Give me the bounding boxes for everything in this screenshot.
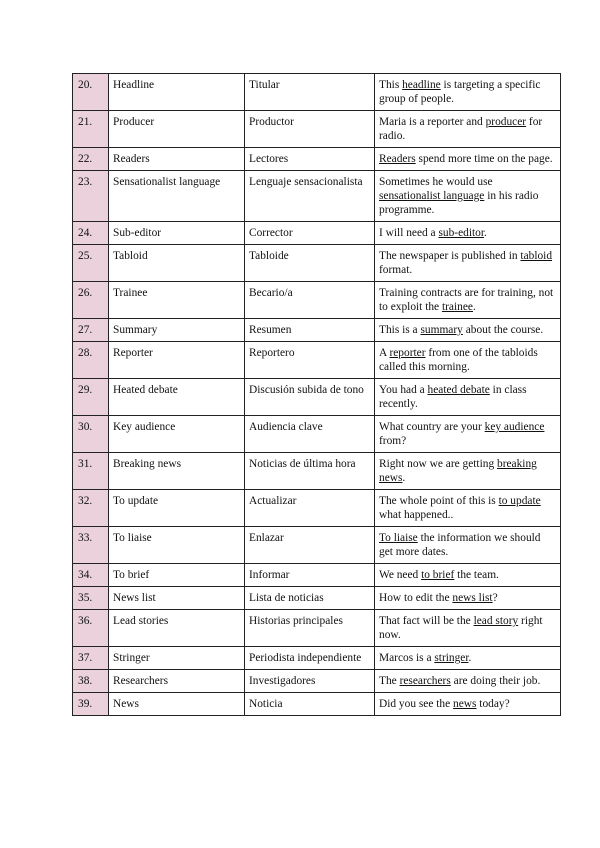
spanish-term: Becario/a	[245, 282, 375, 319]
english-term: Sub-editor	[109, 222, 245, 245]
row-number: 30.	[73, 416, 109, 453]
example-sentence	[375, 319, 561, 342]
row-number: 36.	[73, 610, 109, 647]
row-number: 25.	[73, 245, 109, 282]
table-row	[73, 647, 561, 670]
table-row	[73, 74, 561, 111]
table-row	[73, 453, 561, 490]
highlighted-term: producer	[485, 116, 527, 128]
row-number: 37.	[73, 647, 109, 670]
example-text: about the course.	[462, 324, 544, 336]
example-text: is targeting a specific group of people.	[379, 79, 541, 105]
table-row	[73, 379, 561, 416]
example-text: .	[472, 301, 476, 313]
english-term: To liaise	[109, 527, 245, 564]
example-text: Maria is a reporter and	[379, 116, 486, 128]
spanish-term: Corrector	[245, 222, 375, 245]
table-row	[73, 282, 561, 319]
example-text: The whole point of this is	[379, 495, 499, 507]
table-row	[73, 111, 561, 148]
highlighted-term: key audience	[484, 421, 545, 433]
highlighted-term: news	[453, 698, 477, 710]
example-text: spend more time on the page.	[415, 153, 553, 165]
spanish-term: Lenguaje sensacionalista	[245, 171, 375, 222]
english-term: Reporter	[109, 342, 245, 379]
highlighted-term: tabloid	[520, 250, 553, 262]
table-row	[73, 148, 561, 171]
example-text: How to edit the	[379, 592, 453, 604]
row-number: 31.	[73, 453, 109, 490]
english-term: Headline	[109, 74, 245, 111]
example-text: This is a	[379, 324, 421, 336]
row-number: 33.	[73, 527, 109, 564]
example-sentence	[375, 587, 561, 610]
example-text: are doing their job.	[450, 675, 541, 687]
example-text: What country are your	[379, 421, 485, 433]
table-row	[73, 670, 561, 693]
english-term: Producer	[109, 111, 245, 148]
spanish-term: Discusión subida de tono	[245, 379, 375, 416]
row-number: 32.	[73, 490, 109, 527]
example-sentence	[375, 527, 561, 564]
highlighted-term: heated debate	[427, 384, 490, 396]
highlighted-term: lead story	[473, 615, 519, 627]
example-sentence	[375, 379, 561, 416]
english-term: Tabloid	[109, 245, 245, 282]
example-text: That fact will be the	[379, 615, 474, 627]
spanish-term: Enlazar	[245, 527, 375, 564]
row-number: 27.	[73, 319, 109, 342]
example-text: Did you see the	[379, 698, 454, 710]
english-term: Sensationalist language	[109, 171, 245, 222]
english-term: Heated debate	[109, 379, 245, 416]
example-text: format.	[379, 264, 413, 276]
english-term: Key audience	[109, 416, 245, 453]
table-row	[73, 610, 561, 647]
spanish-term: Investigadores	[245, 670, 375, 693]
highlighted-term: breaking news	[379, 458, 537, 484]
example-sentence	[375, 670, 561, 693]
table-row	[73, 245, 561, 282]
example-sentence	[375, 148, 561, 171]
row-number: 28.	[73, 342, 109, 379]
example-text: in his radio programme.	[379, 190, 539, 216]
table-row	[73, 587, 561, 610]
highlighted-term: to brief	[421, 569, 455, 581]
highlighted-term: trainee	[441, 301, 473, 313]
example-sentence	[375, 610, 561, 647]
example-text: in class recently.	[379, 384, 527, 410]
row-number: 21.	[73, 111, 109, 148]
example-sentence	[375, 490, 561, 527]
highlighted-term: Readers	[379, 153, 416, 165]
table-row	[73, 490, 561, 527]
highlighted-term: sensationalist language	[379, 190, 485, 202]
spanish-term: Periodista independiente	[245, 647, 375, 670]
example-sentence	[375, 245, 561, 282]
spanish-term: Lectores	[245, 148, 375, 171]
highlighted-term: researchers	[399, 675, 451, 687]
highlighted-term: summary	[420, 324, 463, 336]
example-text: for radio.	[379, 116, 543, 142]
english-term: To brief	[109, 564, 245, 587]
table-row	[73, 222, 561, 245]
example-text: Right now we are getting	[379, 458, 497, 470]
highlighted-term: sub-editor	[438, 227, 485, 239]
table-row	[73, 564, 561, 587]
example-text: Sometimes he would use	[379, 176, 493, 188]
example-sentence	[375, 647, 561, 670]
example-sentence	[375, 282, 561, 319]
example-text: The	[379, 675, 400, 687]
table-row	[73, 693, 561, 716]
row-number: 39.	[73, 693, 109, 716]
example-text: You had a	[379, 384, 428, 396]
example-text: .	[484, 227, 487, 239]
table-row	[73, 416, 561, 453]
english-term: Breaking news	[109, 453, 245, 490]
row-number: 34.	[73, 564, 109, 587]
english-term: Trainee	[109, 282, 245, 319]
example-text: from one of the tabloids called this morning.	[379, 347, 538, 373]
example-text: Training contracts are for training, not to exploit the	[379, 287, 554, 313]
row-number: 38.	[73, 670, 109, 693]
table-row	[73, 342, 561, 379]
example-text: The newspaper is published in	[379, 250, 521, 262]
spanish-term: Titular	[245, 74, 375, 111]
english-term: News list	[109, 587, 245, 610]
example-sentence	[375, 416, 561, 453]
example-text: I will need a	[379, 227, 439, 239]
spanish-term: Noticia	[245, 693, 375, 716]
spanish-term: Historias principales	[245, 610, 375, 647]
row-number: 35.	[73, 587, 109, 610]
example-text: .	[468, 652, 472, 664]
spanish-term: Tabloide	[245, 245, 375, 282]
example-sentence	[375, 74, 561, 111]
spanish-term: Actualizar	[245, 490, 375, 527]
spanish-term: Informar	[245, 564, 375, 587]
example-text: ?	[492, 592, 498, 604]
example-text: from?	[379, 435, 407, 447]
english-term: Summary	[109, 319, 245, 342]
example-sentence	[375, 564, 561, 587]
example-sentence	[375, 111, 561, 148]
english-term: Readers	[109, 148, 245, 171]
example-text: .	[402, 472, 406, 484]
table-row	[73, 319, 561, 342]
spanish-term: Noticias de última hora	[245, 453, 375, 490]
example-text: the information we should get more dates.	[379, 532, 541, 558]
table-row	[73, 171, 561, 222]
spanish-term: Productor	[245, 111, 375, 148]
example-text: what happened..	[379, 509, 454, 521]
example-text: today?	[476, 698, 510, 710]
row-number: 22.	[73, 148, 109, 171]
spanish-term: Reportero	[245, 342, 375, 379]
highlighted-term: news list	[452, 592, 493, 604]
english-term: Researchers	[109, 670, 245, 693]
vocabulary-table-body	[73, 74, 561, 716]
english-term: Stringer	[109, 647, 245, 670]
english-term: News	[109, 693, 245, 716]
highlighted-term: To liaise	[379, 532, 418, 544]
example-text: We need	[379, 569, 422, 581]
row-number: 29.	[73, 379, 109, 416]
english-term: Lead stories	[109, 610, 245, 647]
example-sentence	[375, 342, 561, 379]
spanish-term: Resumen	[245, 319, 375, 342]
highlighted-term: headline	[402, 79, 441, 91]
highlighted-term: reporter	[389, 347, 426, 359]
highlighted-term: stringer	[434, 652, 469, 664]
english-term: To update	[109, 490, 245, 527]
highlighted-term: to update	[498, 495, 541, 507]
row-number: 24.	[73, 222, 109, 245]
example-text: the team.	[454, 569, 499, 581]
vocabulary-table	[72, 73, 561, 716]
example-text: right now.	[379, 615, 543, 641]
table-row	[73, 527, 561, 564]
example-sentence	[375, 222, 561, 245]
row-number: 23.	[73, 171, 109, 222]
row-number: 26.	[73, 282, 109, 319]
spanish-term: Audiencia clave	[245, 416, 375, 453]
spanish-term: Lista de noticias	[245, 587, 375, 610]
example-sentence	[375, 453, 561, 490]
row-number: 20.	[73, 74, 109, 111]
example-text: This	[379, 79, 403, 91]
example-sentence	[375, 171, 561, 222]
example-text: A	[379, 347, 390, 359]
example-sentence	[375, 693, 561, 716]
example-text: Marcos is a	[379, 652, 435, 664]
